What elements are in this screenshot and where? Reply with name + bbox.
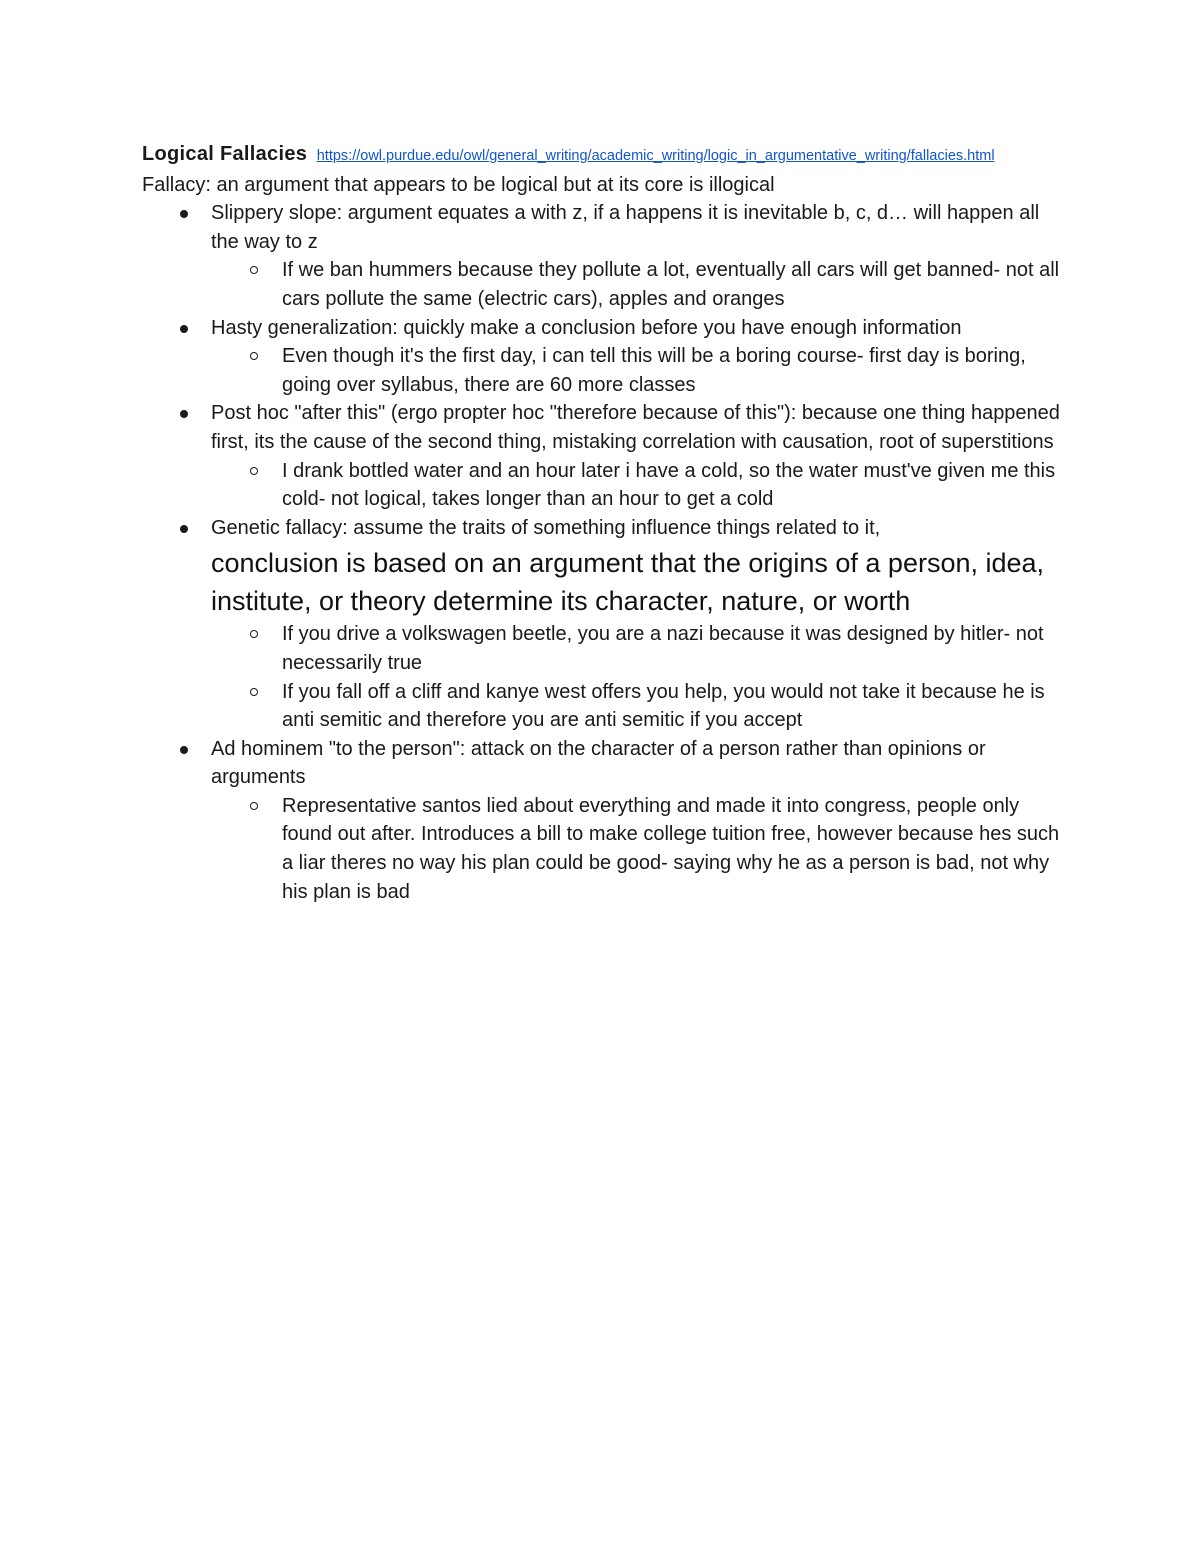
item-text: Slippery slope: argument equates a with z, if a happens it is inevitable b, c, d… will happen all the way to z — [211, 202, 1040, 253]
example-text: Representative santos lied about everything and made it into congress, people only found out after. Introduces a bill to make college tuition free, however because hes such a liar theres no way his plan could be good- saying why he as a person is bad, not why his plan is bad — [282, 794, 1060, 903]
item-extra-text: conclusion is based on an argument that the origins of a person, idea, institute, or theory determine its character, nature, or worth — [211, 548, 1045, 617]
example-item — [211, 256, 1062, 313]
example-list — [211, 792, 1062, 906]
example-text: I drank bottled water and an hour later i have a cold, so the water must've given me this cold- not logical, takes longer than an hour to get a cold — [282, 459, 1056, 511]
example-item — [211, 792, 1062, 906]
heading-line — [142, 140, 1062, 171]
bullet-disc-icon — [180, 746, 188, 754]
example-list — [211, 457, 1062, 514]
bullet-disc-icon — [180, 210, 188, 218]
example-list — [211, 256, 1062, 313]
bullet-circle-icon — [250, 467, 258, 475]
fallacy-definition: Fallacy: an argument that appears to be logical but at its core is illogical — [142, 173, 775, 196]
item-text: Hasty generalization: quickly make a conclusion before you have enough information — [211, 316, 962, 339]
bullet-circle-icon — [250, 352, 258, 360]
list-item-post-hoc — [142, 399, 1062, 513]
example-item — [211, 457, 1062, 514]
item-text: Genetic fallacy: assume the traits of something influence things related to it, — [211, 516, 881, 539]
item-text: Ad hominem "to the person": attack on the character of a person rather than opinions or arguments — [211, 737, 986, 789]
bullet-disc-icon — [180, 410, 188, 418]
bullet-circle-icon — [250, 630, 258, 638]
example-text: If you drive a volkswagen beetle, you are a nazi because it was designed by hitler- not necessarily true — [282, 623, 1044, 674]
example-item — [211, 342, 1062, 399]
bullet-circle-icon — [250, 802, 258, 810]
document-page — [142, 140, 1062, 906]
list-item-ad-hominem — [142, 735, 1062, 907]
bullet-circle-icon — [250, 688, 258, 696]
bullet-disc-icon — [180, 325, 188, 333]
example-text: Even though it's the first day, i can tell this will be a boring course- first day is boring, going over syllabus, there are 60 more classes — [282, 345, 1026, 396]
example-list — [211, 342, 1062, 399]
fallacy-list — [142, 199, 1062, 906]
bullet-disc-icon — [180, 525, 188, 533]
item-text: Post hoc "after this" (ergo propter hoc "therefore because of this"): because one thing happened first, its the cause of the second thing, mistaking correlation with causation, root of superstitions — [211, 402, 1060, 453]
list-item-slippery-slope — [142, 199, 1062, 313]
page-title: Logical Fallacies — [142, 143, 308, 165]
example-item — [211, 620, 1062, 677]
example-item — [211, 678, 1062, 735]
purdue-owl-link[interactable]: https://owl.purdue.edu/owl/general_writing/academic_writing/logic_in_argumentative_writing/fallacies.html — [316, 148, 995, 164]
example-list — [211, 620, 1062, 734]
bullet-circle-icon — [250, 266, 258, 274]
list-item-genetic-fallacy — [142, 514, 1062, 735]
example-text: If we ban hummers because they pollute a lot, eventually all cars will get banned- not all cars pollute the same (electric cars), apples and oranges — [282, 259, 1060, 310]
example-text: If you fall off a cliff and kanye west offers you help, you would not take it because he is anti semitic and therefore you are anti semitic if you accept — [282, 680, 1045, 732]
list-item-hasty-generalization — [142, 314, 1062, 400]
